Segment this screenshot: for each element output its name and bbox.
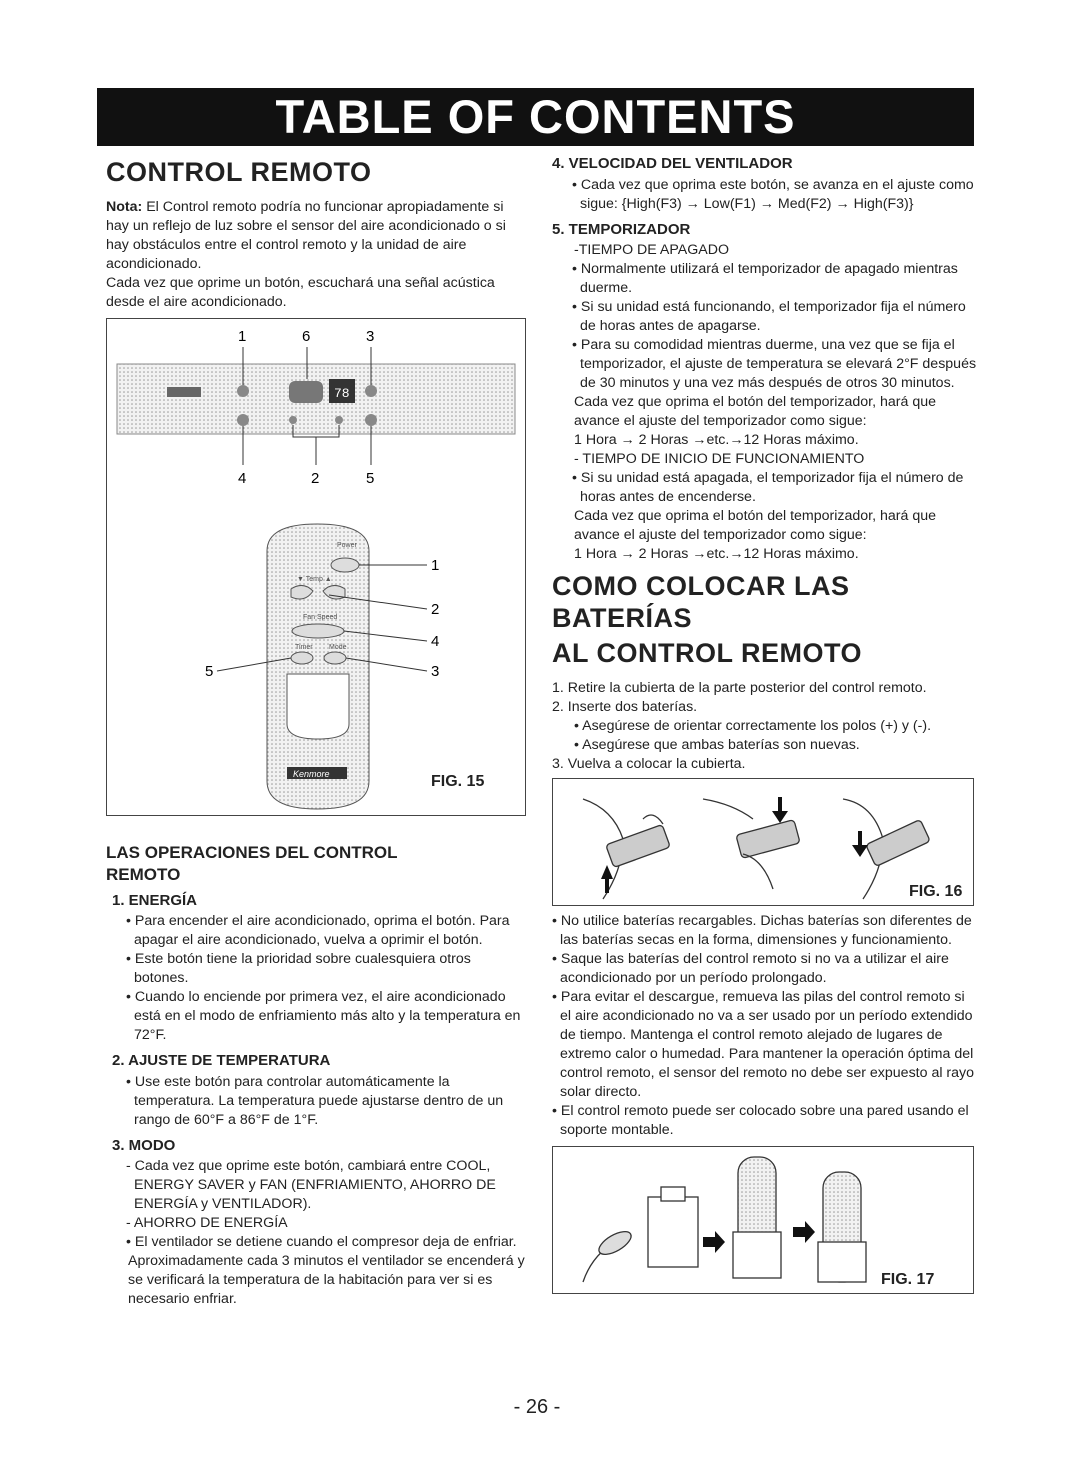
panel-callout-bottom-3: 5 bbox=[366, 470, 375, 488]
remote-fan-label: Fan Speed bbox=[303, 614, 338, 622]
batteries-title-2: AL CONTROL REMOTO bbox=[552, 637, 863, 668]
remote-timer-label: Timer bbox=[295, 644, 313, 652]
page-number: - 26 - bbox=[513, 1396, 561, 1418]
section-2-bullet-1: • Use este botón para controlar automáticamente la temperatura. La temperatura puede ajustarse dentro de un rango de 60°F a 86°F de 1°F. bbox=[126, 1073, 504, 1128]
remote-callout-4: 4 bbox=[431, 633, 440, 651]
left-column bbox=[106, 150, 526, 1309]
section-3-title: 3. MODO bbox=[112, 1136, 176, 1154]
fig17-box bbox=[552, 1146, 974, 1294]
fig15-label: FIG. 15 bbox=[431, 773, 485, 791]
panel-callout-top-2: 6 bbox=[302, 328, 311, 346]
remote-power-label: Power bbox=[337, 542, 357, 550]
section-1-title: 1. ENERGÍA bbox=[112, 891, 198, 909]
remote-temp-label: ▼ Temp ▲ bbox=[297, 576, 332, 584]
remote-callout-5: 5 bbox=[205, 663, 214, 681]
battery-bullet-1: • Asegúrese de orientar correctamente los polos (+) y (-). bbox=[574, 718, 932, 735]
section-5-line-2: - TIEMPO DE INICIO DE FUNCIONAMIENTO bbox=[574, 451, 865, 467]
panel-callout-bottom-1: 4 bbox=[238, 470, 247, 488]
section-4-title: 4. VELOCIDAD DEL VENTILADOR bbox=[552, 155, 793, 172]
control-remoto-title: CONTROL REMOTO bbox=[106, 157, 372, 187]
section-5-bullet-2: • Si su unidad está funcionando, el temporizador fija el número de horas antes de apagarse. bbox=[572, 299, 966, 334]
battery-note-4: • El control remoto puede ser colocado sobre una pared usando el soporte montable. bbox=[552, 1103, 969, 1139]
section-5-title: 5. TEMPORIZADOR bbox=[552, 220, 691, 238]
fig16-box bbox=[552, 778, 974, 906]
section-1-bullet-3: • Cuando lo enciende por primera vez, el aire acondicionado está en el modo de enfriamiento más alto y la temperatura en 72°F. bbox=[126, 989, 521, 1044]
right-column bbox=[552, 150, 977, 1294]
section-4-bullet-1: • Cada vez que oprima este botón, se avanza en el ajuste como sigue: {High(F3) → Low(F1) → Med(F2) → High(F3)} bbox=[572, 176, 974, 212]
remote-brand: Kenmore bbox=[293, 769, 330, 780]
remote-callout-2: 2 bbox=[431, 601, 440, 619]
page-banner: TABLE OF CONTENTS bbox=[97, 88, 974, 146]
panel-callout-top-3: 3 bbox=[366, 328, 375, 346]
section-5-line-1: -TIEMPO DE APAGADO bbox=[574, 242, 730, 258]
fig15-box bbox=[106, 318, 526, 816]
ops-title: LAS OPERACIONES DEL CONTROL REMOTO bbox=[106, 843, 398, 884]
battery-step-3: 3. Vuelva a colocar la cubierta. bbox=[552, 756, 746, 773]
panel-callout-bottom-2: 2 bbox=[311, 470, 320, 488]
section-5-bullet-1: • Normalmente utilizará el temporizador de apagado mientras duerme. bbox=[572, 261, 958, 296]
section-3-line-2: - AHORRO DE ENERGÍA bbox=[126, 1215, 288, 1232]
battery-note-1: • No utilice baterías recargables. Dichas baterías son diferentes de las baterías secas en la forma, dimensiones y funcionamiento. bbox=[552, 913, 972, 949]
remote-callout-1: 1 bbox=[431, 557, 440, 575]
section-5-para-1: Cada vez que oprima el botón del temporizador, hará que avance el ajuste del temporizador como sigue: bbox=[574, 394, 937, 429]
section-1-bullet-1: • Para encender el aire acondicionado, oprima el botón. Para apagar el aire acondicionado, vuelva a oprimir el botón. bbox=[126, 913, 510, 949]
note-text: El Control remoto podría no funcionar apropiadamente si hay un reflejo de luz sobre el sensor del aire acondicionado o si hay obstáculos entre el control remoto y la unidad de aire acondicionado. bbox=[106, 199, 506, 273]
section-2-title: 2. AJUSTE DE TEMPERATURA bbox=[112, 1052, 331, 1070]
section-5-bullet-4: • Si su unidad está apagada, el temporizador fija el número de horas antes de encenderse. bbox=[572, 470, 964, 505]
battery-step-1: 1. Retire la cubierta de la parte posterior del control remoto. bbox=[552, 680, 927, 697]
remote-mode-label: Mode bbox=[329, 644, 347, 652]
battery-note-2: • Saque las baterías del control remoto si no va a utilizar el aire acondicionado por un período prolongado. bbox=[552, 951, 949, 987]
section-3-bullet-1: • El ventilador se detiene cuando el compresor deja de enfriar. bbox=[126, 1234, 517, 1251]
fig15-illustration bbox=[107, 319, 525, 815]
section-5-para-3: Cada vez que oprima el botón del temporizador, hará que avance el ajuste del temporizador como sigue: bbox=[574, 508, 937, 543]
section-5-para-4: 1 Hora → 2 Horas →etc.→12 Horas máximo. bbox=[574, 546, 859, 562]
fig16-label: FIG. 16 bbox=[909, 883, 963, 901]
section-1-bullet-2: • Este botón tiene la prioridad sobre cualesquiera otros botones. bbox=[126, 951, 471, 987]
battery-notes bbox=[552, 912, 977, 1140]
section-3-line-1: - Cada vez que oprime este botón, cambiará entre COOL, ENERGY SAVER y FAN (ENFRIAMIENTO, AHORRO DE ENERGÍA y VENTILADOR). bbox=[126, 1158, 496, 1213]
battery-step-2: 2. Inserte dos baterías. bbox=[552, 699, 698, 716]
remote-callout-3: 3 bbox=[431, 663, 440, 681]
batteries-title-1: COMO COLOCAR LAS BATERÍAS bbox=[552, 571, 850, 634]
note-label: Nota: bbox=[106, 199, 143, 216]
section-5-para-2: 1 Hora → 2 Horas →etc.→12 Horas máximo. bbox=[574, 432, 859, 448]
battery-bullet-2: • Asegúrese que ambas baterías son nuevas. bbox=[574, 737, 860, 754]
section-5-bullet-3: • Para su comodidad mientras duerme, una vez que se fija el temporizador, el ajuste de temperatura se elevará 2°F después de 30 minutos y una vez más después de otros 30 minutos. bbox=[572, 337, 977, 391]
battery-note-3: • Para evitar el descargue, remueva las pilas del control remoto si el aire acondicionado no va a ser usado por un período extendido de tiempo. Mantenga el control remoto alejado de lugares de extremo calor o humedad. Para mantener la operación óptima del control remoto, el sensor del remoto no debe ser expuesto al rayo solar directo. bbox=[552, 989, 975, 1101]
section-3-line-3: Aproximadamente cada 3 minutos el ventilador se encenderá y se verificará la temperatura de la habitación para ver si es necesario enfriar. bbox=[128, 1253, 525, 1308]
panel-display: 78 bbox=[334, 386, 350, 402]
fig17-label: FIG. 17 bbox=[881, 1271, 935, 1289]
note-paragraph bbox=[106, 198, 526, 274]
panel-callout-top-1: 1 bbox=[238, 328, 247, 346]
beep-paragraph: Cada vez que oprime un botón, escuchará una señal acústica desde el aire acondicionado. bbox=[106, 275, 495, 311]
